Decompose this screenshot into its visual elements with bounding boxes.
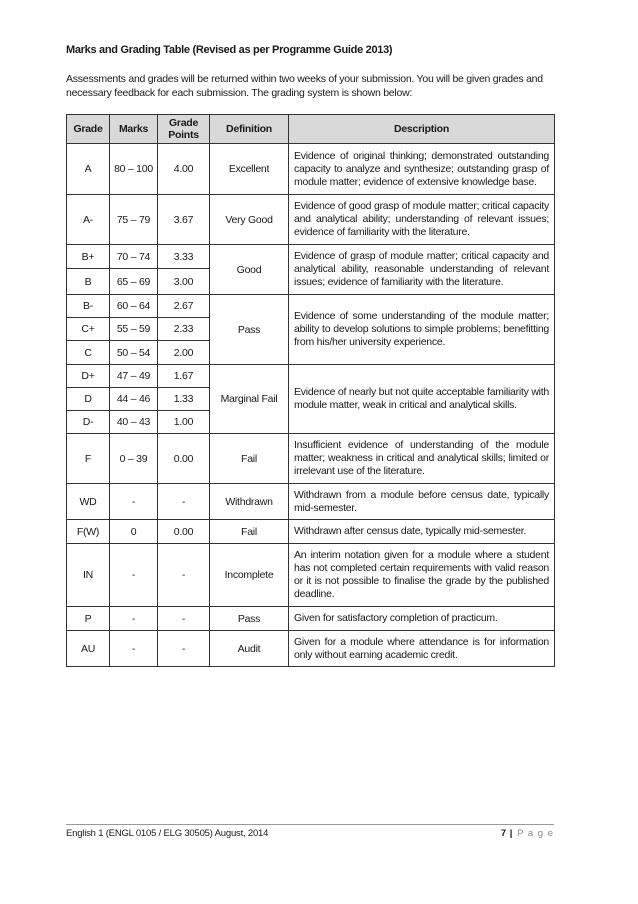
grade-cell: IN xyxy=(67,544,110,607)
definition-cell: Fail xyxy=(210,520,289,544)
definition-cell: Audit xyxy=(210,631,289,667)
points-cell: 3.33 xyxy=(158,245,210,269)
grade-cell: D xyxy=(67,388,110,411)
header-description: Description xyxy=(289,115,555,144)
page-number: 7 xyxy=(500,828,507,839)
points-cell: - xyxy=(158,544,210,607)
marks-cell: 65 – 69 xyxy=(110,269,158,295)
definition-cell: Withdrawn xyxy=(210,484,289,520)
table-row xyxy=(67,295,555,318)
points-cell: 2.67 xyxy=(158,295,210,318)
description-cell: Withdrawn from a module before census date, typically mid-semester. xyxy=(289,484,555,520)
grade-cell: C+ xyxy=(67,318,110,341)
marks-cell: 0 xyxy=(110,520,158,544)
definition-cell: Fail xyxy=(210,434,289,484)
points-cell: 4.00 xyxy=(158,144,210,195)
definition-cell: Very Good xyxy=(210,195,289,245)
points-cell: 3.00 xyxy=(158,269,210,295)
marks-cell: - xyxy=(110,544,158,607)
description-cell: Evidence of original thinking; demonstrated outstanding capacity to analyze and synthesize; outstanding grasp of module matter; evidence of extensive knowledge base. xyxy=(289,144,555,195)
footer-divider xyxy=(66,824,554,825)
marks-cell: 40 – 43 xyxy=(110,411,158,434)
marks-cell: - xyxy=(110,631,158,667)
table-row xyxy=(67,144,555,195)
points-cell: 1.33 xyxy=(158,388,210,411)
definition-cell: Marginal Fail xyxy=(210,365,289,434)
marks-cell: 60 – 64 xyxy=(110,295,158,318)
grading-table xyxy=(66,114,555,667)
marks-cell: 47 – 49 xyxy=(110,365,158,388)
definition-cell: Excellent xyxy=(210,144,289,195)
grade-cell: F xyxy=(67,434,110,484)
marks-cell: 75 – 79 xyxy=(110,195,158,245)
grade-cell: B+ xyxy=(67,245,110,269)
grade-cell: AU xyxy=(67,631,110,667)
table-row xyxy=(67,365,555,388)
grade-cell: C xyxy=(67,341,110,365)
grade-cell: F(W) xyxy=(67,520,110,544)
description-cell: Evidence of good grasp of module matter; critical capacity and analytical ability; understanding of relevant issues; evidence of familiarity with the literature. xyxy=(289,195,555,245)
grade-cell: P xyxy=(67,607,110,631)
grade-cell: A- xyxy=(67,195,110,245)
definition-cell: Incomplete xyxy=(210,544,289,607)
description-cell: Given for satisfactory completion of practicum. xyxy=(289,607,555,631)
header-grade-points: Grade Points xyxy=(158,115,210,144)
points-cell: 1.00 xyxy=(158,411,210,434)
points-cell: - xyxy=(158,484,210,520)
marks-cell: 55 – 59 xyxy=(110,318,158,341)
definition-cell: Pass xyxy=(210,295,289,365)
definition-cell: Pass xyxy=(210,607,289,631)
description-cell: Withdrawn after census date, typically mid-semester. xyxy=(289,520,555,544)
marks-cell: 50 – 54 xyxy=(110,341,158,365)
marks-cell: 0 – 39 xyxy=(110,434,158,484)
table-row xyxy=(67,607,555,631)
table-row xyxy=(67,631,555,667)
table-row xyxy=(67,484,555,520)
grade-cell: D- xyxy=(67,411,110,434)
table-row xyxy=(67,245,555,269)
header-marks: Marks xyxy=(110,115,158,144)
points-cell: 2.00 xyxy=(158,341,210,365)
points-cell: 2.33 xyxy=(158,318,210,341)
grade-cell: D+ xyxy=(67,365,110,388)
description-cell: Evidence of grasp of module matter; critical capacity and analytical ability, reasonable understanding of relevant issues; evidence of familiarity with the literature. xyxy=(289,245,555,295)
table-row xyxy=(67,520,555,544)
points-cell: - xyxy=(158,607,210,631)
points-cell: 1.67 xyxy=(158,365,210,388)
description-cell: Given for a module where attendance is for information only without earning academic credit. xyxy=(289,631,555,667)
table-row xyxy=(67,434,555,484)
description-cell: Evidence of nearly but not quite acceptable familiarity with module matter, weak in critical and analytical skills. xyxy=(289,365,555,434)
points-cell: 0.00 xyxy=(158,434,210,484)
footer-page-indicator xyxy=(501,828,554,839)
table-row xyxy=(67,195,555,245)
footer-course-info: English 1 (ENGL 0105 / ELG 30505) August, 2014 xyxy=(66,828,269,839)
table-row xyxy=(67,544,555,607)
page-title: Marks and Grading Table (Revised as per Programme Guide 2013) xyxy=(66,44,393,56)
points-cell: - xyxy=(158,631,210,667)
header-definition: Definition xyxy=(210,115,289,144)
marks-cell: - xyxy=(110,484,158,520)
table-header-row xyxy=(67,115,555,144)
definition-cell: Good xyxy=(210,245,289,295)
grade-cell: B xyxy=(67,269,110,295)
page-separator: | xyxy=(509,828,514,839)
marks-cell: 44 – 46 xyxy=(110,388,158,411)
grade-cell: WD xyxy=(67,484,110,520)
description-cell: An interim notation given for a module where a student has not completed certain requirements with valid reason or it is not possible to finalise the grade by the published deadline. xyxy=(289,544,555,607)
grade-cell: A xyxy=(67,144,110,195)
intro-paragraph: Assessments and grades will be returned within two weeks of your submission. You will be given grades and necessary feedback for each submission. The grading system is shown below: xyxy=(66,73,543,99)
marks-cell: - xyxy=(110,607,158,631)
points-cell: 3.67 xyxy=(158,195,210,245)
page-word: P a g e xyxy=(517,828,554,839)
points-cell: 0.00 xyxy=(158,520,210,544)
description-cell: Insufficient evidence of understanding of the module matter; weakness in critical and analytical skills; limited or irrelevant use of the literature. xyxy=(289,434,555,484)
marks-cell: 80 – 100 xyxy=(110,144,158,195)
header-grade: Grade xyxy=(67,115,110,144)
marks-cell: 70 – 74 xyxy=(110,245,158,269)
description-cell: Evidence of some understanding of the module matter; ability to develop solutions to simple problems; benefitting from his/her university experience. xyxy=(289,295,555,365)
grade-cell: B- xyxy=(67,295,110,318)
